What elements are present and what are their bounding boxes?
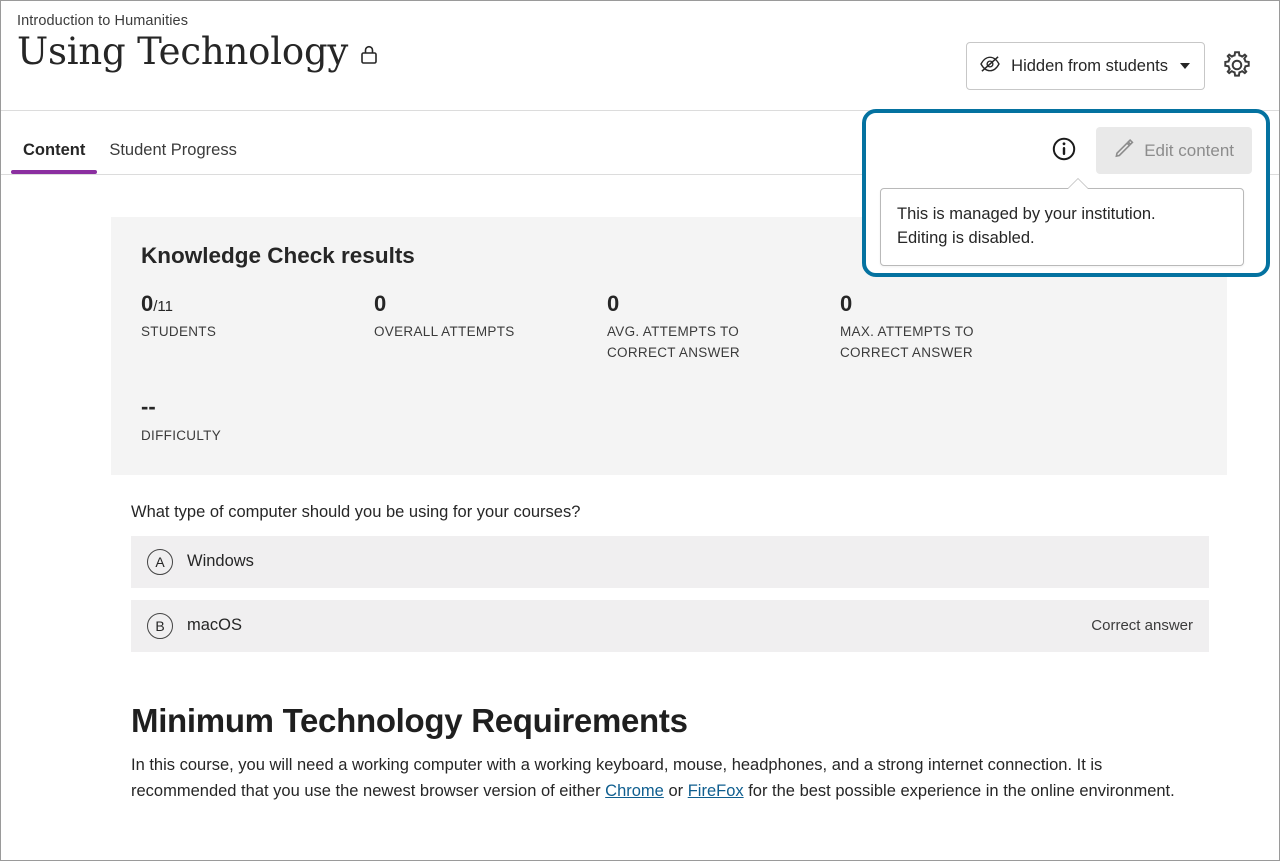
chevron-down-icon	[1180, 63, 1190, 69]
correct-answer-badge: Correct answer	[1091, 617, 1193, 635]
stat-overall-attempts	[374, 291, 607, 364]
stat-number: 0	[141, 291, 154, 316]
page-title: Using Technology	[17, 30, 349, 73]
stat-value: 0	[840, 291, 853, 316]
answer-text: macOS	[187, 616, 243, 635]
page-header	[1, 1, 1279, 111]
tooltip-content	[880, 188, 1244, 266]
edit-content-row	[1052, 127, 1252, 174]
stat-label: DIFFICULTY	[141, 427, 221, 443]
info-button[interactable]	[1052, 137, 1076, 164]
stat-students	[141, 291, 374, 364]
tab-content[interactable]: Content	[11, 141, 97, 174]
hidden-eye-icon	[979, 55, 1001, 78]
firefox-link[interactable]: FireFox	[687, 781, 744, 800]
pencil-icon	[1114, 138, 1134, 163]
edit-content-callout	[862, 109, 1270, 277]
answer-option-b[interactable]	[131, 600, 1209, 652]
header-actions	[966, 42, 1255, 90]
stat-avg-attempts	[607, 291, 840, 364]
answer-letter: A	[147, 549, 173, 575]
stat-label: OVERALL ATTEMPTS	[374, 324, 515, 340]
stat-value: --	[141, 394, 156, 420]
answer-list	[131, 536, 1209, 652]
section-heading: Minimum Technology Requirements	[131, 701, 688, 739]
tab-student-progress[interactable]: Student Progress	[109, 141, 237, 159]
chrome-link[interactable]: Chrome	[605, 781, 664, 800]
stat-max-attempts	[840, 291, 1073, 364]
answer-letter: B	[147, 613, 173, 639]
paragraph-part-2: or	[663, 781, 688, 800]
paragraph-part-1: In this course, you will need a working computer with a working keyboard, mouse, headphones, and a strong internet connection. It is recommended that you use the newest browser version of either	[131, 755, 1103, 800]
edit-content-button	[1096, 127, 1252, 174]
tooltip-line-2: Editing is disabled.	[897, 228, 1035, 247]
stat-difficulty	[141, 394, 374, 446]
visibility-dropdown[interactable]	[966, 42, 1205, 90]
article-paragraph	[131, 752, 1193, 804]
stats-row-secondary	[141, 394, 1197, 446]
stat-label: MAX. ATTEMPTS TO CORRECT ANSWER	[840, 324, 974, 361]
stats-row-primary	[141, 291, 1197, 364]
visibility-label: Hidden from students	[1011, 56, 1168, 75]
stat-value: 0	[374, 291, 387, 316]
stat-value: 0	[607, 291, 620, 316]
breadcrumb[interactable]: Introduction to Humanities	[17, 13, 189, 29]
stat-denominator: /11	[153, 298, 173, 315]
answer-text: Windows	[187, 552, 254, 571]
paragraph-part-3: for the best possible experience in the online environment.	[743, 781, 1175, 800]
lock-icon	[360, 44, 378, 69]
knowledge-check-title: Knowledge Check results	[141, 243, 415, 268]
stat-label: AVG. ATTEMPTS TO CORRECT ANSWER	[607, 324, 740, 361]
question-text: What type of computer should you be using for your courses?	[131, 502, 581, 521]
main-content	[1, 217, 1279, 804]
stat-value	[141, 291, 374, 317]
tooltip-arrow-inner	[1067, 179, 1089, 190]
info-circle-icon	[1052, 137, 1076, 164]
stat-label: STUDENTS	[141, 324, 217, 340]
edit-content-label: Edit content	[1144, 140, 1234, 160]
tooltip-line-1: This is managed by your institution.	[897, 205, 1156, 223]
settings-button[interactable]	[1219, 47, 1255, 86]
answer-option-a[interactable]	[131, 536, 1209, 588]
gear-icon	[1221, 49, 1253, 84]
